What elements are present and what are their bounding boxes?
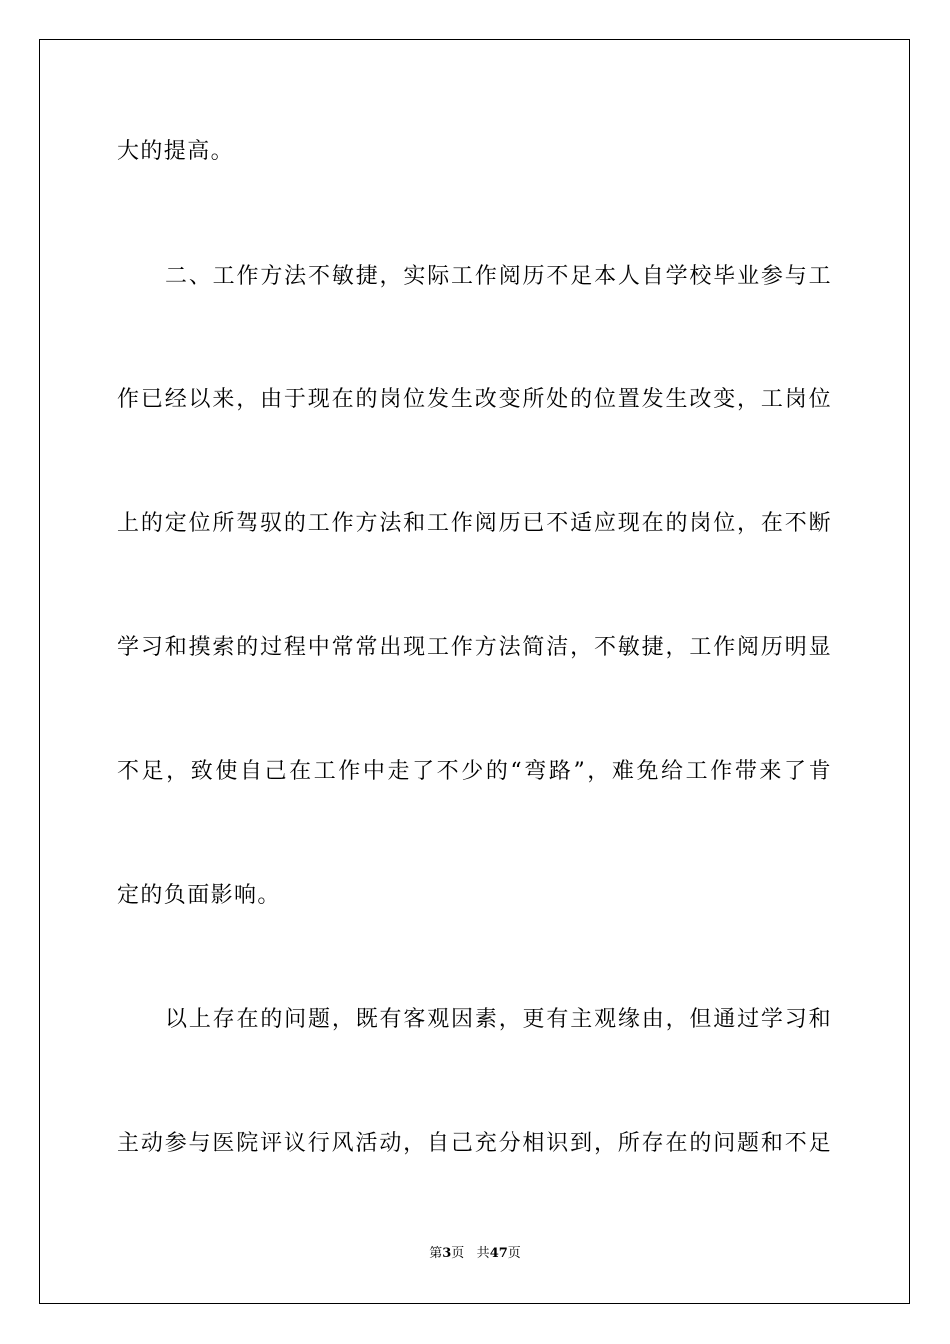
footer-total-pages: 47 bbox=[489, 1246, 508, 1261]
paragraph-line-4: 上的定位所驾驭的工作方法和工作阅历已不适应现在的岗位，在不断 bbox=[117, 511, 832, 536]
paragraph-line-5: 学习和摸索的过程中常常出现工作方法简洁，不敏捷，工作阅历明显 bbox=[117, 635, 832, 660]
paragraph-line-9: 主动参与医院评议行风活动，自己充分相识到，所存在的问题和不足 bbox=[117, 1131, 832, 1156]
footer-page-prefix: 第 bbox=[429, 1246, 443, 1261]
footer-total-prefix: 共 bbox=[476, 1246, 490, 1261]
footer-page-suffix: 页 bbox=[451, 1246, 465, 1261]
page-border bbox=[39, 39, 910, 1304]
page-footer bbox=[0, 1245, 950, 1263]
footer-page-number: 3 bbox=[442, 1246, 452, 1261]
footer-total-suffix: 页 bbox=[507, 1246, 521, 1261]
paragraph-line-7: 定的负面影响。 bbox=[117, 883, 281, 908]
paragraph-line-2: 二、工作方法不敏捷，实际工作阅历不足本人自学校毕业参与工 bbox=[165, 264, 832, 289]
paragraph-line-6: 不足，致使自己在工作中走了不少的“弯路”，难免给工作带来了肯 bbox=[117, 759, 832, 784]
paragraph-line-8: 以上存在的问题，既有客观因素，更有主观缘由，但通过学习和 bbox=[165, 1007, 832, 1032]
paragraph-line-3: 作已经以来，由于现在的岗位发生改变所处的位置发生改变，工岗位 bbox=[117, 387, 832, 412]
paragraph-line-1: 大的提高。 bbox=[117, 139, 235, 164]
